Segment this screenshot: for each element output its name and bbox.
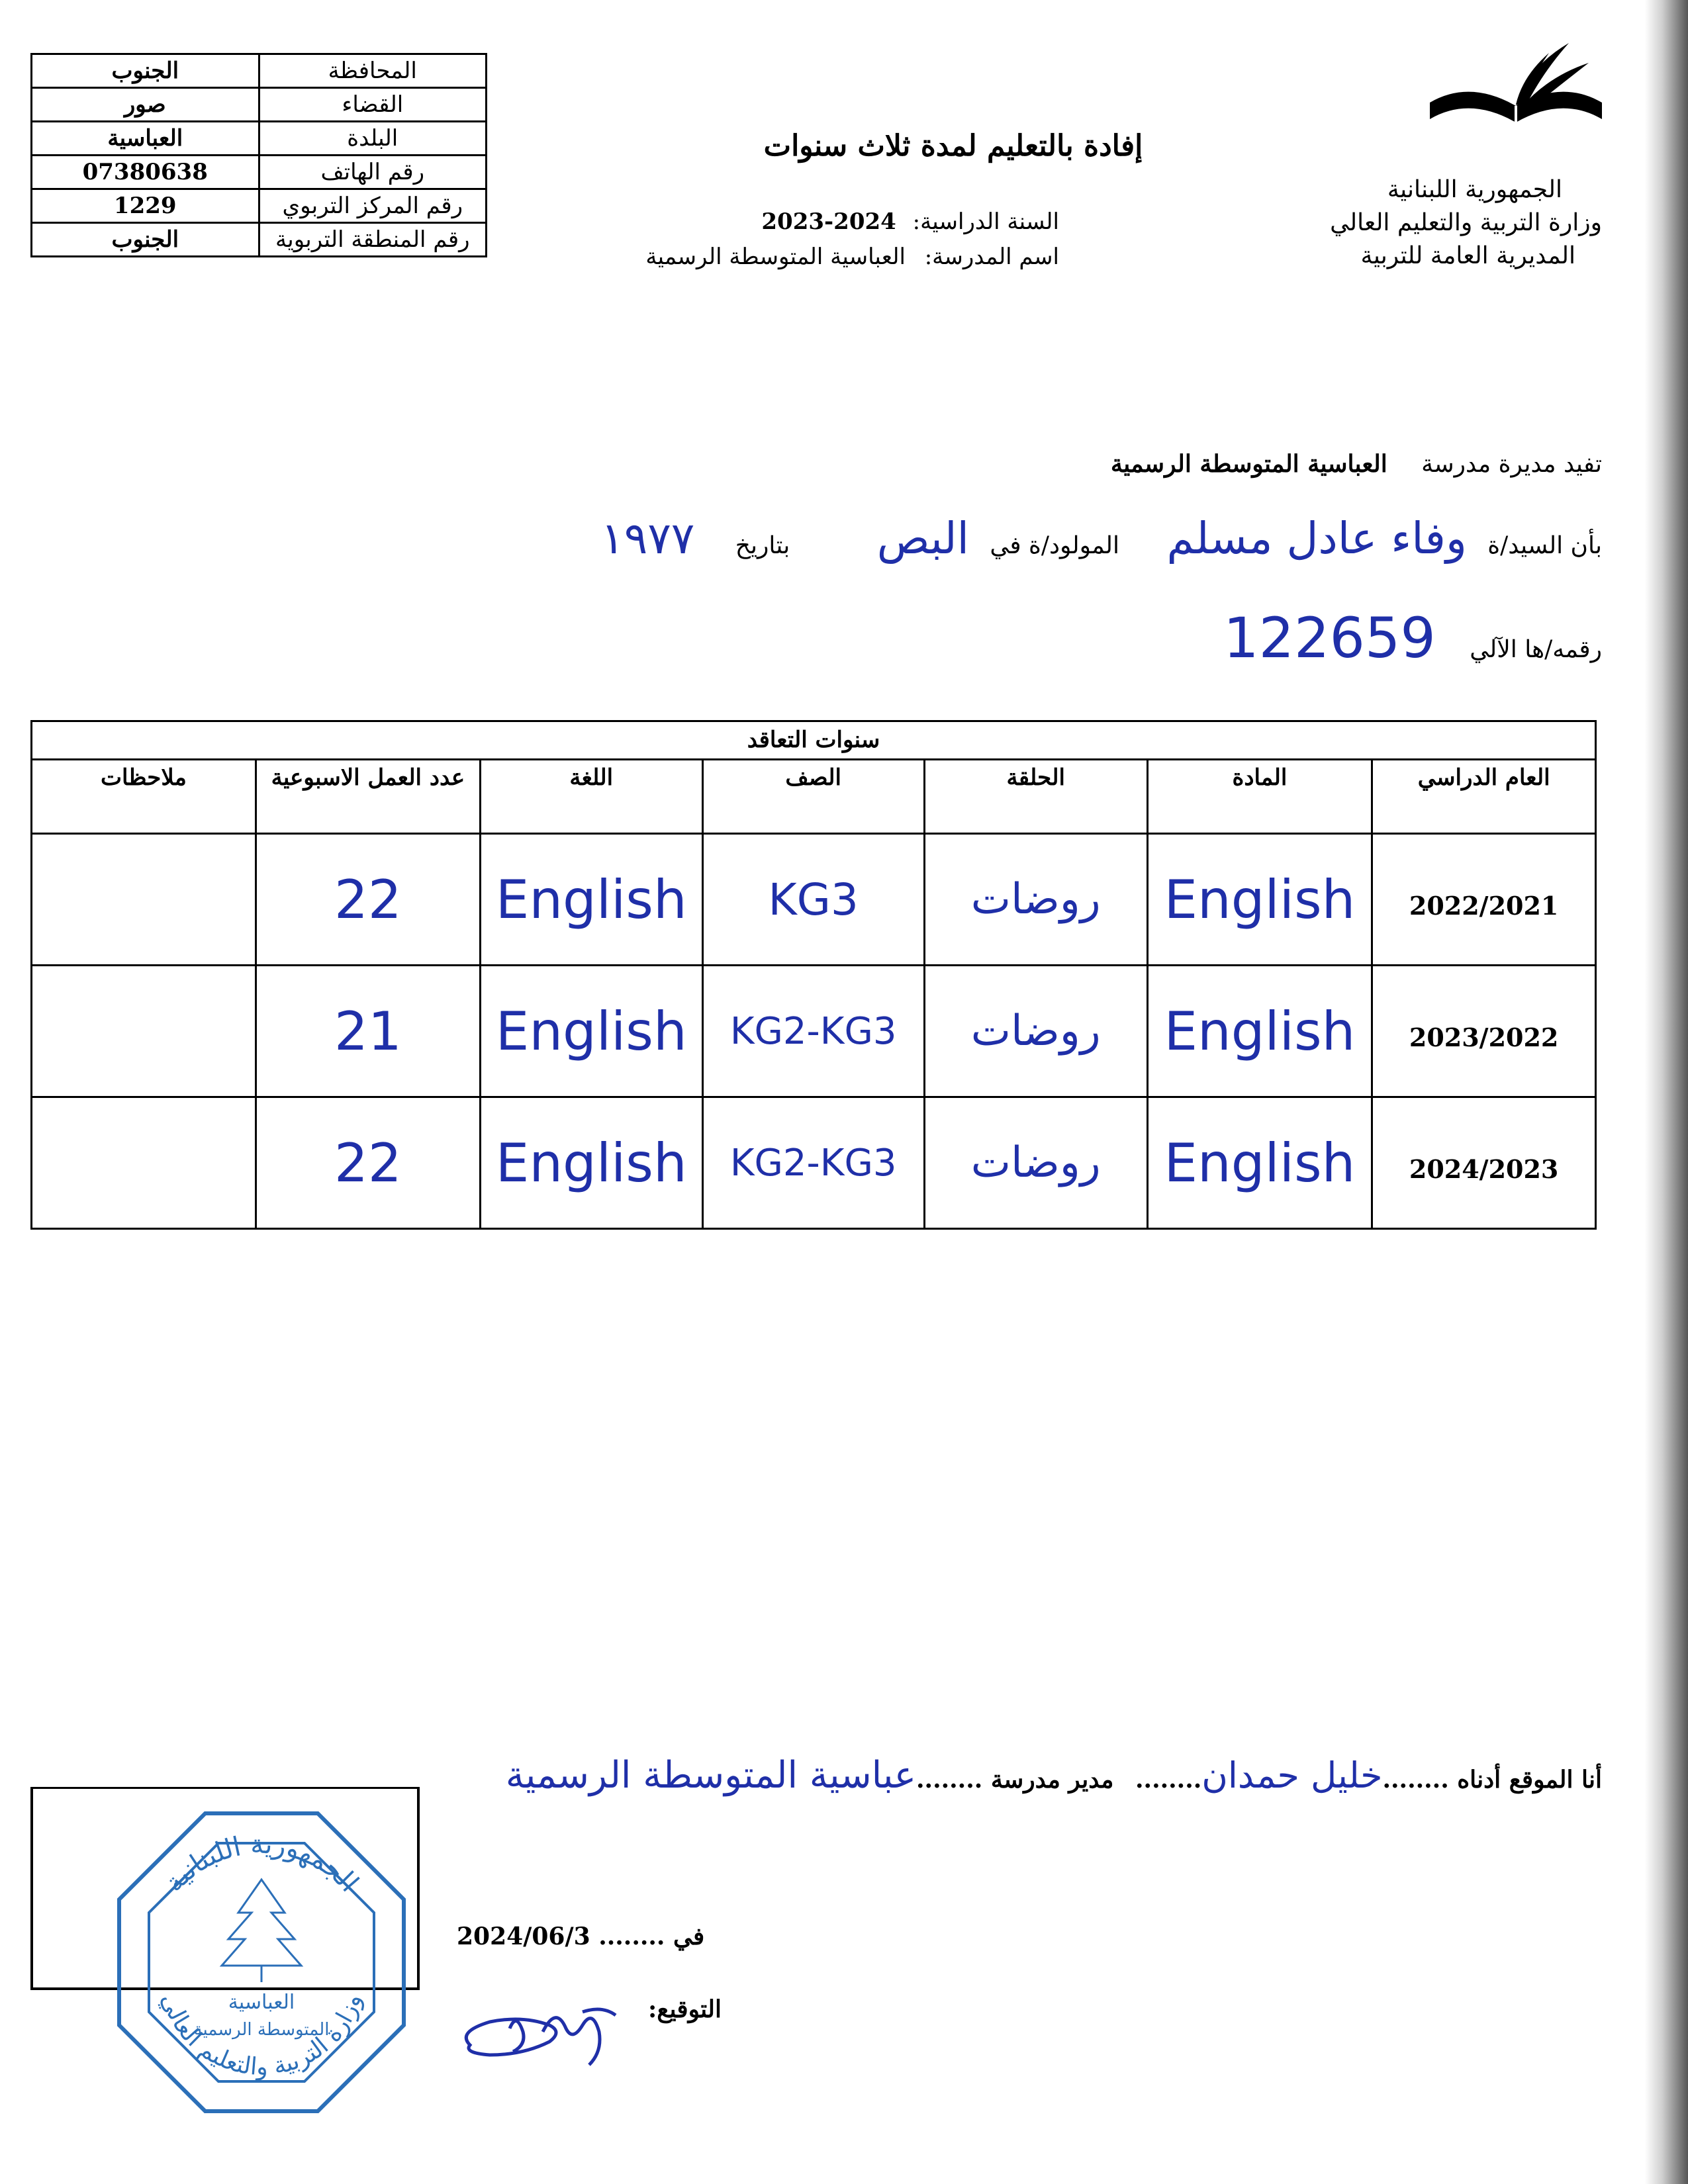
cell-class: KG3 <box>702 834 924 966</box>
school-name-label: اسم المدرسة: <box>924 244 1059 270</box>
info-label: رقم المنطقة التربوية <box>259 223 487 257</box>
cell-notes <box>32 1097 256 1229</box>
ministry-block <box>1258 173 1602 273</box>
col-header-year: العام الدراسي <box>1372 760 1596 834</box>
signer-name: خليل حمدان <box>1201 1754 1383 1796</box>
cell-language: English <box>480 966 702 1097</box>
table-row <box>32 966 1596 1097</box>
svg-text:الجمهورية اللبنانية <box>159 1829 364 1898</box>
stamp-text-top: الجمهورية اللبنانية <box>159 1829 365 1898</box>
table-row <box>32 122 487 156</box>
cell-cycle: روضات <box>924 1097 1147 1229</box>
number-line <box>1125 606 1602 670</box>
cell-hours: 22 <box>256 834 480 966</box>
school-year-line <box>635 208 1059 235</box>
col-header-language: اللغة <box>480 760 702 834</box>
ministry-logo <box>1417 40 1609 152</box>
table-row <box>32 1097 1596 1229</box>
table-row <box>32 54 487 88</box>
col-header-class: الصف <box>702 760 924 834</box>
cell-cycle: روضات <box>924 834 1147 966</box>
col-header-subject: المادة <box>1147 760 1372 834</box>
cell-notes <box>32 834 256 966</box>
school-year-value: 2024-2023 <box>761 208 896 235</box>
cell-year: 2024/2023 <box>1372 1097 1596 1229</box>
contract-years-table <box>30 720 1597 1230</box>
dots: ........ <box>916 1766 983 1794</box>
signed-below-label: أنا الموقع أدناه <box>1457 1766 1602 1794</box>
cell-subject: English <box>1147 834 1372 966</box>
declaration-line <box>503 1754 1602 1813</box>
info-label: رقم المركز التربوي <box>259 189 487 223</box>
intro-line <box>662 450 1602 478</box>
born-place: البص <box>876 513 969 564</box>
cell-language: English <box>480 834 702 966</box>
date-line <box>457 1923 735 1950</box>
cedar-icon <box>222 1880 301 1982</box>
info-value: 1229 <box>32 189 259 223</box>
cell-hours: 22 <box>256 1097 480 1229</box>
table-row <box>32 88 487 122</box>
page-title: إفادة بالتعليم لمدة ثلاث سنوات <box>763 129 1143 163</box>
cell-hours: 21 <box>256 966 480 1097</box>
info-label: رقم الهاتف <box>259 156 487 189</box>
table-row <box>32 223 487 257</box>
info-table <box>30 53 487 257</box>
stamp-inner-2: المتوسطة الرسمية <box>193 2020 330 2040</box>
ministry-line-2: وزارة التربية والتعليم العالي <box>1330 209 1602 236</box>
principal-of-label: مدير مدرسة <box>990 1766 1114 1794</box>
info-label: المحافظة <box>259 54 487 88</box>
signature-label: التوقيع: <box>648 1995 722 2023</box>
footer-date: 2024/06/3 <box>457 1923 590 1950</box>
info-value: الجنوب <box>32 54 259 88</box>
cell-year: 2022/2021 <box>1372 834 1596 966</box>
info-label: القضاء <box>259 88 487 122</box>
birth-year: ١٩٧٧ <box>600 513 695 564</box>
school-name-line <box>569 244 1059 270</box>
info-value: صور <box>32 88 259 122</box>
dots: ........ <box>1135 1766 1202 1794</box>
table-row <box>32 189 487 223</box>
official-stamp <box>106 1807 417 2118</box>
ministry-line-1: الجمهورية اللبنانية <box>1387 176 1562 203</box>
cell-year: 2023/2022 <box>1372 966 1596 1097</box>
cell-subject: English <box>1147 1097 1372 1229</box>
number-label: رقمه/ها الآلي <box>1470 636 1602 663</box>
person-line <box>503 513 1602 572</box>
intro-text: تفيد مديرة مدرسة <box>1421 451 1602 478</box>
col-header-notes: ملاحظات <box>32 760 256 834</box>
stamp-text-bottom: وزارة التربية والتعليم العالي <box>156 1989 367 2081</box>
handwritten-signature <box>450 1992 629 2078</box>
info-value: الجنوب <box>32 223 259 257</box>
table-row <box>32 834 1596 966</box>
cell-language: English <box>480 1097 702 1229</box>
born-label: المولود/ة في <box>990 532 1119 559</box>
lady-label: بأن السيد/ة <box>1487 532 1602 559</box>
cell-notes <box>32 966 256 1097</box>
table-row <box>32 156 487 189</box>
dots: ........ <box>1382 1766 1449 1794</box>
stamp-inner-1: العباسية <box>228 1991 295 2014</box>
footer-date-label: في <box>673 1923 705 1950</box>
dots: ........ <box>598 1923 665 1950</box>
scan-edge <box>1645 0 1688 2184</box>
date-label: بتاريخ <box>735 532 790 559</box>
cell-class: KG2-KG3 <box>702 1097 924 1229</box>
ministry-line-3: المديرية العامة للتربية <box>1360 242 1575 269</box>
school-handwritten: عباسية المتوسطة الرسمية <box>505 1754 917 1797</box>
table-caption-row <box>32 721 1596 760</box>
table-header-row <box>32 760 1596 834</box>
cell-class: KG2-KG3 <box>702 966 924 1097</box>
lady-name: وفاء عادل مسلم <box>1166 513 1467 564</box>
col-header-hours: عدد العمل الاسبوعية <box>256 760 480 834</box>
cell-cycle: روضات <box>924 966 1147 1097</box>
employee-number: 122659 <box>1223 606 1436 670</box>
info-value: العباسية <box>32 122 259 156</box>
cell-subject: English <box>1147 966 1372 1097</box>
school-name-value: العباسية المتوسطة الرسمية <box>645 244 906 270</box>
info-value: 07380638 <box>32 156 259 189</box>
table-caption: سنوات التعاقد <box>32 721 1596 760</box>
intro-school: العباسية المتوسطة الرسمية <box>1110 450 1387 478</box>
school-year-label: السنة الدراسية: <box>912 208 1059 235</box>
col-header-cycle: الحلقة <box>924 760 1147 834</box>
info-label: البلدة <box>259 122 487 156</box>
